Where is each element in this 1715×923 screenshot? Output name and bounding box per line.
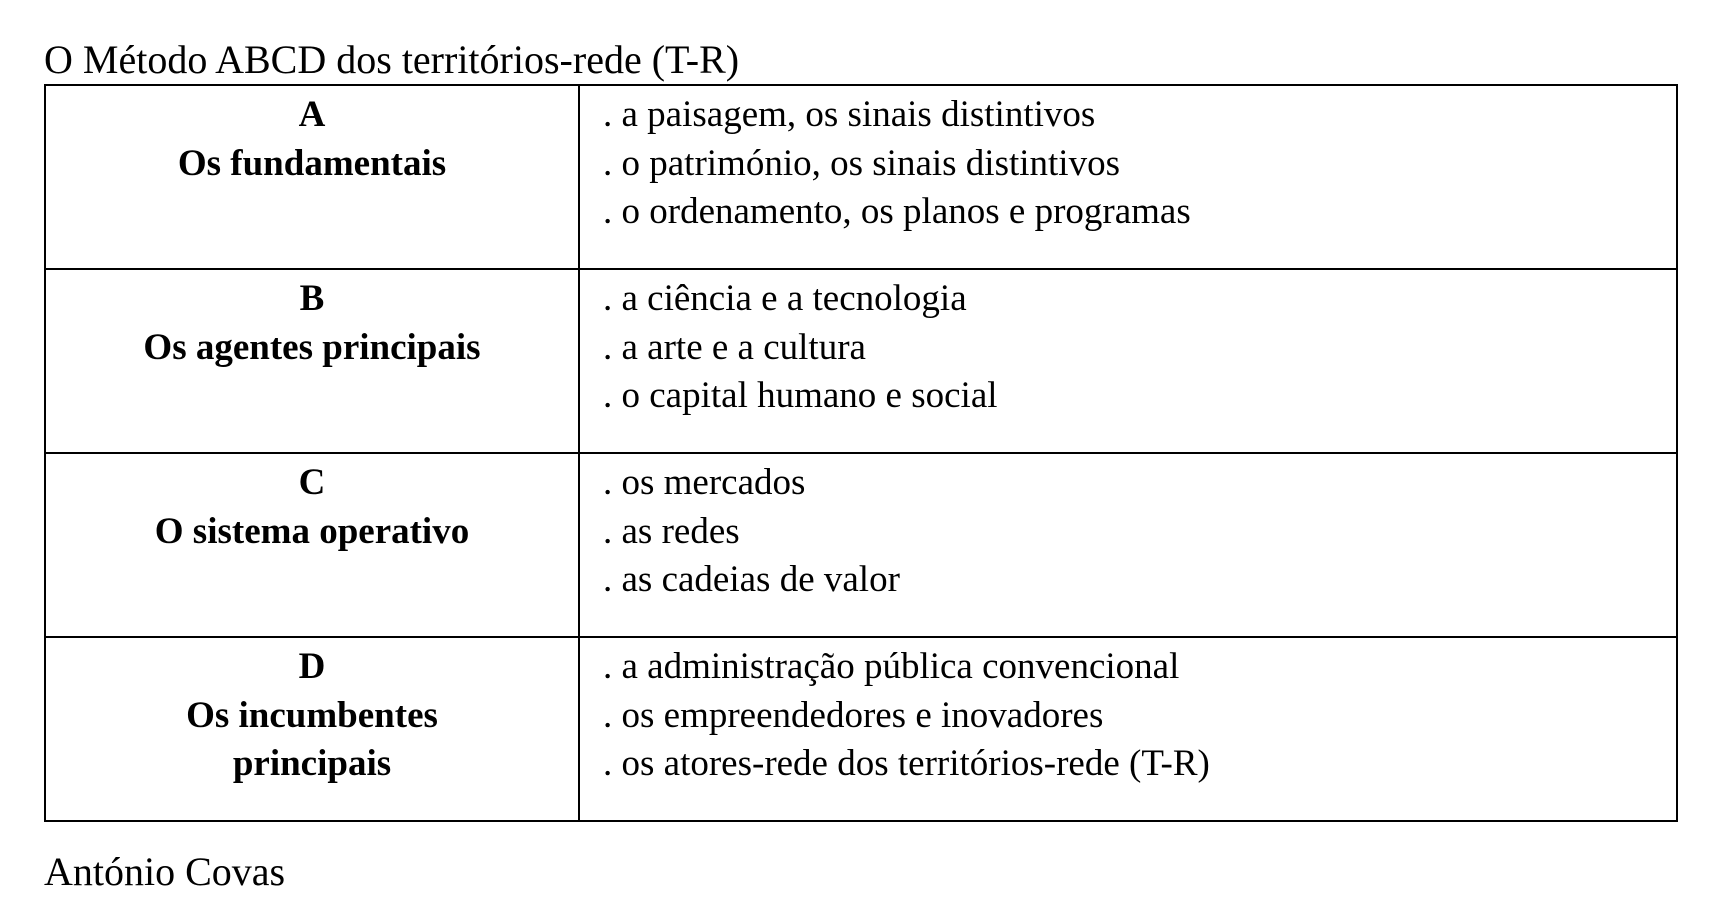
- list-item: . o património, os sinais distintivos: [603, 142, 1120, 184]
- category-name: Os agentes principais: [143, 326, 481, 368]
- category-name-line-2: principais: [232, 743, 392, 784]
- items-cell-a: [579, 85, 1677, 269]
- list-item: . a administração pública convencional: [603, 646, 1180, 687]
- abcd-method-table: [44, 84, 1678, 822]
- list-item: . os mercados: [603, 462, 806, 503]
- list-item: . o capital humano e social: [603, 375, 998, 416]
- category-cell-a: [45, 85, 579, 269]
- category-name: O sistema operativo: [154, 510, 470, 552]
- list-item: . as redes: [603, 510, 740, 552]
- items-cell-c: [579, 453, 1677, 637]
- category-cell-c: [45, 453, 579, 637]
- category-letter: C: [298, 462, 326, 503]
- document-title: O Método ABCD dos territórios-rede (T-R): [44, 37, 740, 82]
- list-item: . a ciência e a tecnologia: [603, 278, 967, 319]
- items-cell-b: [579, 269, 1677, 453]
- items-cell-d: [579, 637, 1677, 821]
- category-name: Os fundamentais: [177, 142, 447, 184]
- author-name: António Covas: [44, 849, 286, 894]
- table-row-a: [45, 85, 1677, 269]
- table-row-b: [45, 269, 1677, 453]
- category-letter: A: [298, 94, 326, 135]
- list-item: . as cadeias de valor: [603, 559, 900, 600]
- category-name-line-1: Os incumbentes: [186, 694, 438, 736]
- list-item: . os empreendedores e inovadores: [603, 694, 1104, 736]
- list-item: . a arte e a cultura: [603, 326, 866, 368]
- list-item: . a paisagem, os sinais distintivos: [603, 94, 1096, 135]
- list-item: . os atores-rede dos territórios-rede (T-R): [603, 743, 1210, 784]
- table-row-d: [45, 637, 1677, 821]
- list-item: . o ordenamento, os planos e programas: [603, 191, 1191, 232]
- category-letter: B: [299, 278, 325, 319]
- category-cell-b: [45, 269, 579, 453]
- category-cell-d: [45, 637, 579, 821]
- table-row-c: [45, 453, 1677, 637]
- category-letter: D: [298, 646, 326, 687]
